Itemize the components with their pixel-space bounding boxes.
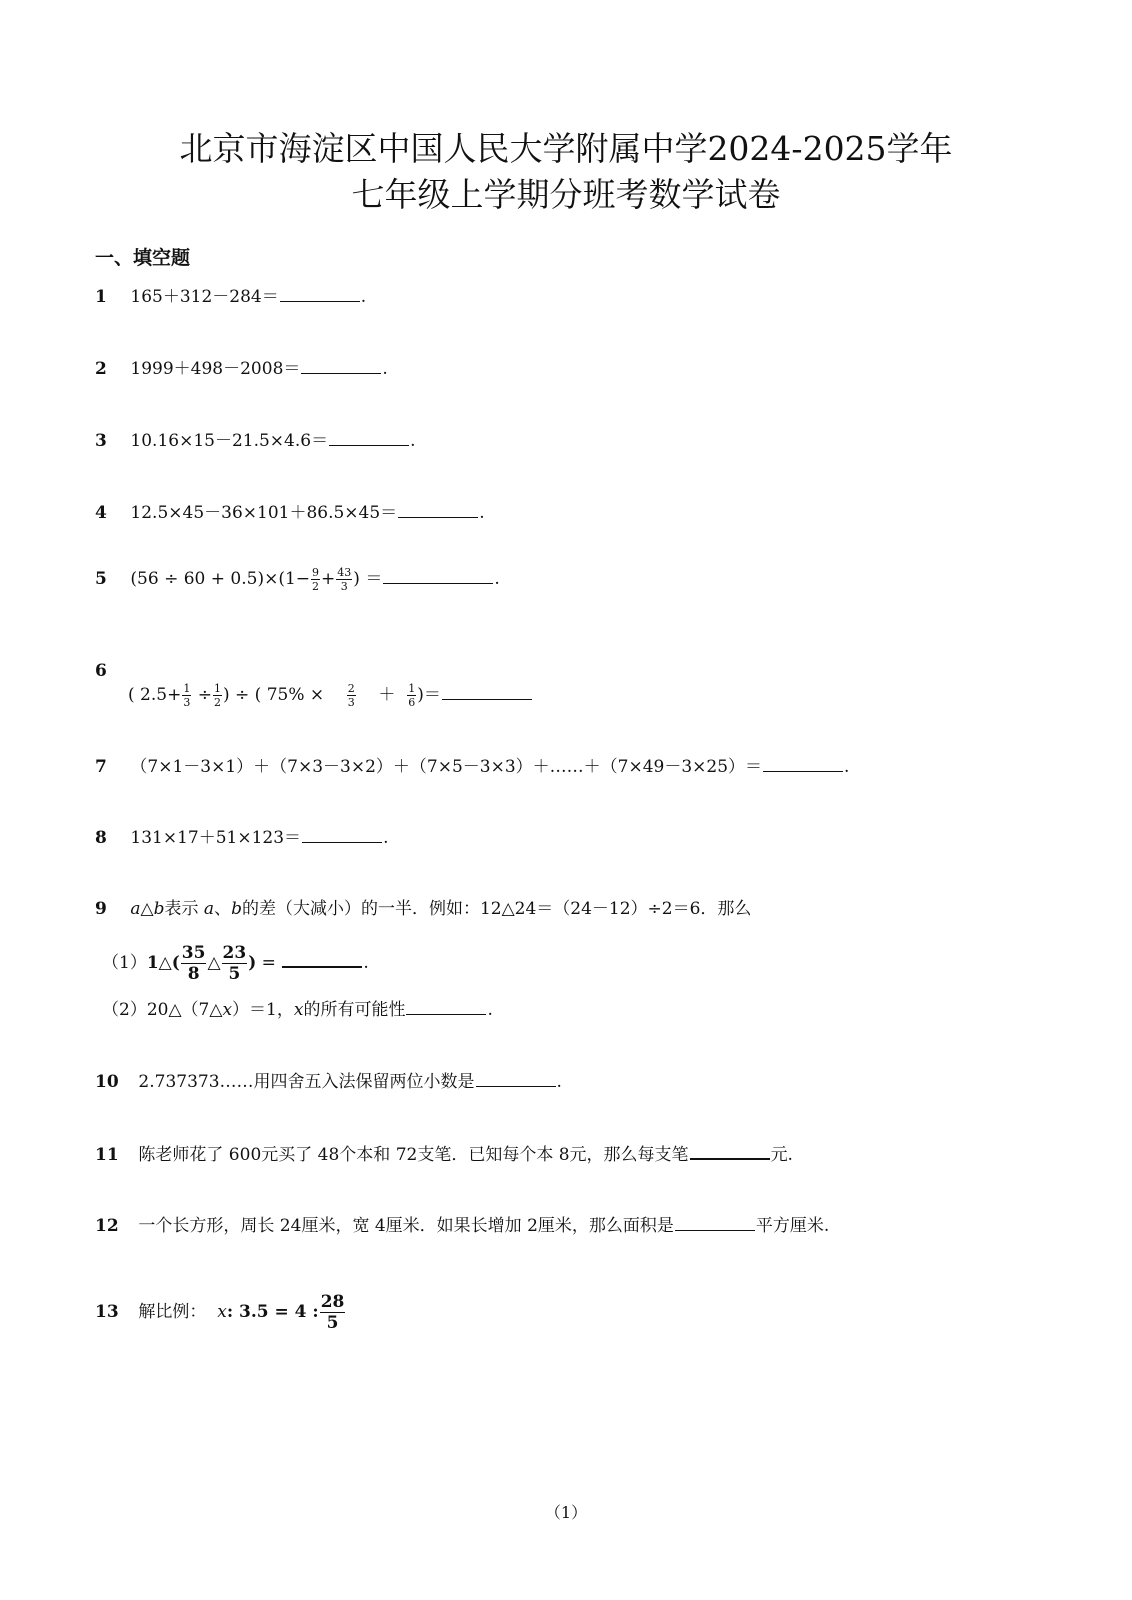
fraction: [336, 566, 352, 593]
question-end: .: [363, 953, 369, 973]
plus-sign: +: [321, 569, 336, 589]
question-12: [95, 1214, 829, 1238]
answer-blank[interactable]: [302, 826, 382, 843]
denominator: 2: [312, 580, 320, 593]
question-expression: （7×1－3×1）＋（7×3－3×2）＋（7×5－3×3）＋……＋（7×49－3×25）＝: [130, 757, 763, 777]
answer-blank[interactable]: [383, 567, 493, 584]
question-number: 1: [95, 287, 107, 307]
question-number: 9: [95, 899, 107, 919]
answer-blank[interactable]: [398, 501, 478, 518]
denominator: 2: [213, 696, 221, 709]
equals-sign: =: [261, 953, 276, 973]
numerator: 2: [347, 682, 355, 695]
expr-part: )＝: [417, 685, 441, 705]
question-text: 表示: [164, 899, 199, 919]
question-13: [95, 1292, 346, 1333]
answer-blank[interactable]: [329, 429, 409, 446]
question-text: 2.737373……用四舍五入法保留两位小数是: [138, 1072, 475, 1092]
denominator: 8: [187, 964, 200, 984]
answer-blank[interactable]: [690, 1142, 770, 1160]
numerator: 9: [312, 566, 320, 579]
question-number: 11: [95, 1145, 119, 1165]
numerator: 1: [183, 682, 191, 695]
question-5: [95, 566, 500, 593]
variable-x: x: [222, 1000, 233, 1020]
expr-part: : 3.5 = 4 :: [226, 1302, 319, 1322]
question-end: .: [844, 757, 850, 777]
answer-blank[interactable]: [406, 998, 486, 1015]
divide-sign: ÷: [197, 685, 212, 705]
fraction: [320, 1292, 346, 1333]
question-end: .: [383, 828, 389, 848]
variable-b: b: [153, 899, 165, 919]
answer-blank[interactable]: [675, 1214, 755, 1231]
denominator: 5: [228, 964, 241, 984]
question-text: 陈老师花了 600元买了 48个本和 72支笔．已知每个本 8元，那么每支笔: [138, 1145, 689, 1165]
question-number: 10: [95, 1072, 119, 1092]
expr-part: 20△（7△: [146, 1000, 223, 1020]
question-2: [95, 357, 388, 381]
sub-label: （2）: [102, 1000, 147, 1020]
question-text: 的所有可能性: [303, 1000, 406, 1020]
close-paren: ): [353, 569, 360, 589]
question-10: [95, 1070, 562, 1094]
fraction: [347, 682, 356, 709]
variable-a: a: [130, 899, 141, 919]
close-paren: ): [248, 953, 257, 973]
denominator: 6: [408, 696, 416, 709]
question-number: 12: [95, 1216, 119, 1236]
answer-blank[interactable]: [301, 357, 381, 374]
question-number: 8: [95, 828, 107, 848]
question-end: .: [360, 287, 367, 307]
question-1: [95, 285, 366, 309]
question-number: 4: [95, 503, 107, 523]
fraction: [407, 682, 416, 709]
triangle-operator: △: [140, 899, 154, 919]
section-heading: 一、填空题: [95, 247, 191, 269]
question-9-part-1: [102, 943, 369, 984]
question-expression: 10.16×15－21.5×4.6＝: [130, 431, 329, 451]
numerator: 23: [222, 943, 247, 963]
denominator: 3: [183, 696, 191, 709]
question-8: [95, 826, 388, 850]
question-end: .: [494, 569, 500, 589]
denominator: 5: [326, 1313, 339, 1333]
sub-label: （1）: [102, 953, 147, 973]
question-expression: 165＋312－284＝: [130, 287, 279, 307]
page-title-line-1: 北京市海淀区中国人民大学附属中学2024-2025学年: [179, 129, 953, 168]
question-end: .: [487, 1000, 493, 1020]
expr-part: ) ÷ ( 75% ×: [222, 685, 325, 705]
question-end: .: [410, 431, 416, 451]
question-text: 的差（大减小）的一半．例如：12△24＝（24－12）÷2＝6．那么: [241, 899, 752, 919]
fraction: [222, 943, 248, 984]
numerator: 35: [181, 943, 206, 963]
numerator: 1: [408, 682, 416, 695]
numerator: 28: [320, 1292, 345, 1312]
denominator: 3: [347, 696, 355, 709]
equals-sign: ＝: [365, 569, 383, 589]
expr-part: (56 ÷ 60 + 0.5)×(1−: [130, 569, 311, 589]
question-number: 7: [95, 757, 107, 777]
question-number: 2: [95, 359, 107, 379]
question-text: 一个长方形，周长 24厘米，宽 4厘米．如果长增加 2厘米，那么面积是: [138, 1216, 674, 1236]
question-expression: 131×17＋51×123＝: [130, 828, 302, 848]
page-number: （1）: [544, 1503, 588, 1522]
variable-b: b: [231, 899, 242, 919]
fraction: [181, 943, 207, 984]
question-text: 解比例：: [138, 1302, 207, 1322]
question-6: [128, 682, 533, 709]
variable-a: a: [203, 899, 215, 919]
separator: 、: [214, 899, 232, 919]
variable-x: x: [293, 1000, 304, 1020]
fraction: [182, 682, 191, 709]
question-end: .: [556, 1072, 562, 1092]
question-4: [95, 501, 485, 525]
question-end: 平方厘米.: [755, 1216, 830, 1236]
answer-blank[interactable]: [763, 755, 843, 772]
answer-blank[interactable]: [282, 950, 362, 968]
fraction: [213, 682, 222, 709]
question-9: [95, 897, 751, 921]
question-11: [95, 1142, 793, 1167]
question-3: [95, 429, 416, 453]
question-number: 3: [95, 431, 107, 451]
plus-sign: ＋: [378, 685, 396, 705]
answer-blank[interactable]: [280, 285, 360, 302]
expr-part: ( 2.5+: [128, 685, 182, 705]
answer-blank[interactable]: [442, 683, 532, 700]
expr-part: 1△(: [146, 953, 180, 973]
question-end: .: [382, 359, 388, 379]
numerator: 1: [213, 682, 221, 695]
denominator: 3: [340, 580, 348, 593]
question-number: 6: [95, 661, 107, 681]
question-7: [95, 755, 849, 779]
page-title-line-2: 七年级上学期分班考数学试卷: [351, 175, 781, 214]
question-expression: 1999＋498－2008＝: [130, 359, 301, 379]
answer-blank[interactable]: [476, 1070, 556, 1087]
triangle-operator: △: [207, 953, 221, 973]
question-9-part-2: [102, 998, 493, 1022]
variable-x: x: [217, 1302, 227, 1322]
question-number: 5: [95, 569, 107, 589]
question-end: 元.: [770, 1145, 793, 1165]
fraction: [311, 566, 320, 593]
question-expression: 12.5×45－36×101＋86.5×45＝: [130, 503, 398, 523]
numerator: 43: [337, 566, 352, 579]
question-end: .: [479, 503, 485, 523]
question-number: 13: [95, 1302, 119, 1322]
expr-part: ）＝1，: [232, 1000, 294, 1020]
